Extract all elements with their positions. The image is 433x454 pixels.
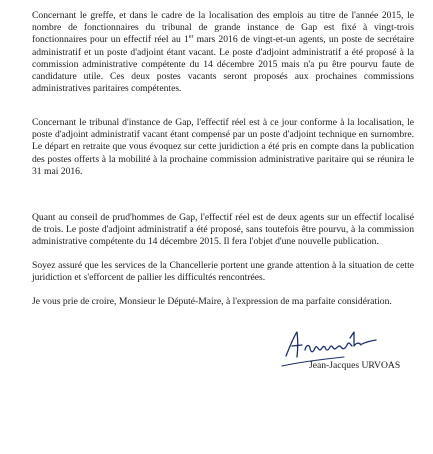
paragraph-greffe: Concernant le greffe, et dans le cadre de la localisation des emplois au titre de l'année 2015, le nombre de fonctionnaires du tribunal de grande instance de Gap est fixé à vingt-trois fonctionnaires pour un effectif réel au 1er mars 2016 de vingt-et-un agents, un poste de secrétaire administratif et un poste d'adjoint étant vacant. Le poste d'adjoint administratif a été proposé à la commission administrative compétente du 14 décembre 2015 mais n'a pu être pourvu faute de candidature utile. Ces deux postes vacants seront proposés aux prochaines commissions administratives paritaires compétentes. (32, 10, 414, 95)
paragraph-prudhommes: Quant au conseil de prud'hommes de Gap, l'effectif réel est de deux agents sur un effectif localisé de trois. Le poste d'adjoint administratif a été proposé, sans toutefois être pourvu, à la commission administrative compétente du 14 décembre 2015. Il fera l'objet d'une nouvelle publication. (32, 212, 414, 248)
signer-name: Jean-Jacques URVOAS (309, 360, 401, 371)
paragraph-chancellerie: Soyez assuré que les services de la Chancellerie portent une grande attention à la situation de cette juridiction et s'efforcent de pallier les difficultés rencontrées. (32, 260, 414, 284)
paragraph-tribunal-instance: Concernant le tribunal d'instance de Gap, l'effectif réel est à ce jour conforme à la localisation, le poste d'adjoint administratif vacant étant compensé par un poste d'adjoint technique en surnombre. Le départ en retraite que vous évoquez sur cette juridiction a été pris en compte dans la publication des postes offerts à la mobilité à la prochaine commission administrative paritaire qui se réunira le 31 mai 2016. (32, 117, 414, 177)
paragraph-closing: Je vous prie de croire, Monsieur le Député-Maire, à l'expression de ma parfaite considération. (32, 296, 392, 307)
